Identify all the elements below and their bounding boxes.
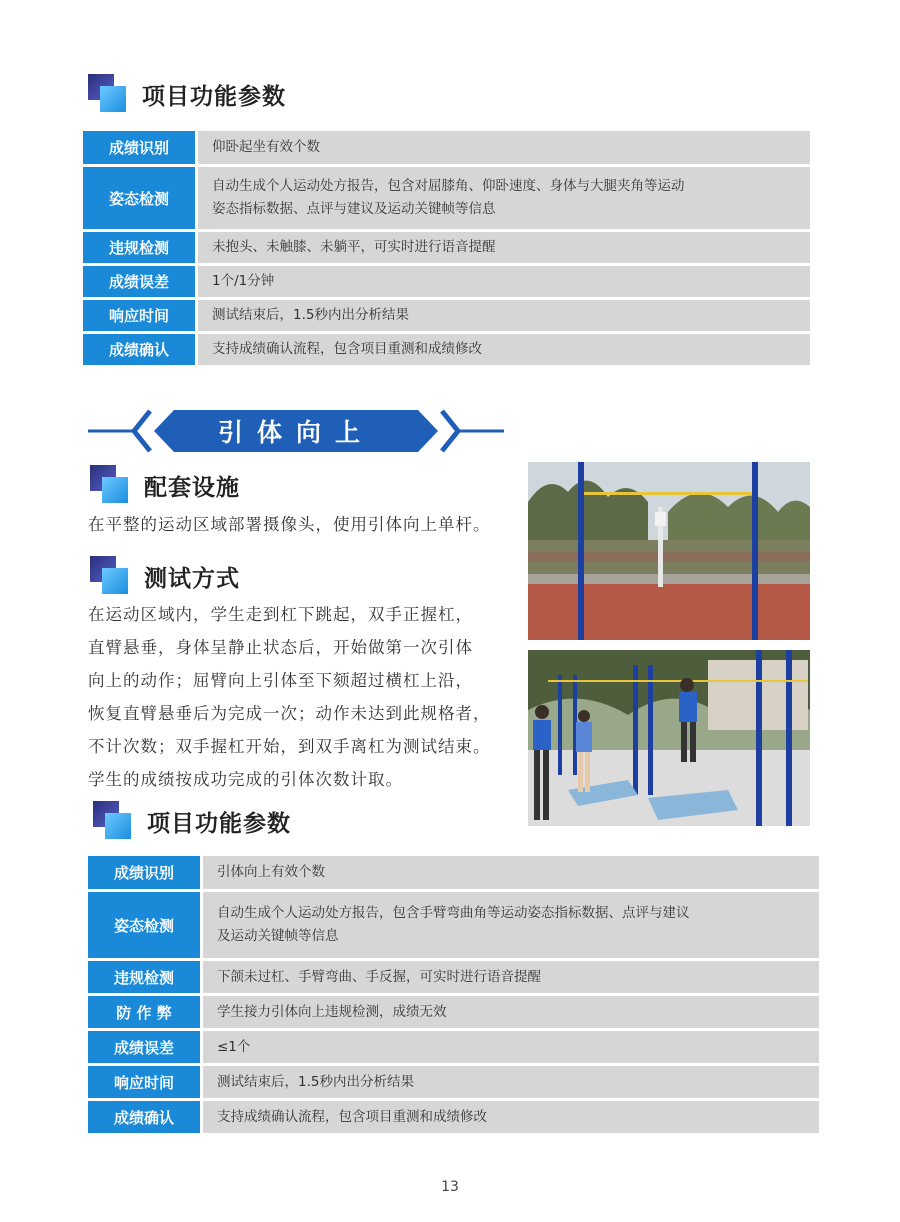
param-key: 违规检测: [88, 961, 203, 993]
pullup-bar-photo: [528, 462, 810, 640]
section1-title: 项目功能参数: [142, 83, 286, 110]
param-value: 支持成绩确认流程，包含项目重测和成绩修改: [198, 334, 810, 365]
page-number: 13: [441, 1179, 459, 1195]
table-row: [83, 131, 810, 164]
facility-text: 在平整的运动区域部署摄像头，使用引体向上单杆。: [88, 515, 491, 534]
param-key: 姿态检测: [88, 892, 203, 958]
param-value: 1个/1分钟: [198, 266, 810, 297]
table-row: [88, 856, 819, 889]
table-row: [88, 1101, 819, 1133]
section2-heading: [93, 801, 291, 841]
param-key: 响应时间: [83, 300, 198, 331]
method-title: 测试方式: [144, 565, 240, 592]
table-row: [88, 1031, 819, 1063]
facility-title: 配套设施: [144, 474, 240, 501]
param-value: 支持成绩确认流程，包含项目重测和成绩修改: [203, 1101, 819, 1133]
method-text: [88, 598, 528, 796]
param-key: 成绩识别: [88, 856, 203, 889]
table-row: [88, 892, 819, 958]
table-row: [83, 167, 810, 229]
heading-square-icon: [93, 801, 137, 841]
param-key: 成绩误差: [83, 266, 198, 297]
table-row: [83, 334, 810, 365]
table-row: [88, 996, 819, 1028]
method-heading: [90, 556, 240, 596]
param-key: 成绩识别: [83, 131, 198, 164]
method-line: 在运动区域内，学生走到杠下跳起，双手正握杠，: [88, 605, 473, 624]
param-value: 引体向上有效个数: [203, 856, 819, 889]
param-key: 响应时间: [88, 1066, 203, 1098]
param-value: 测试结束后，1.5秒内出分析结果: [203, 1066, 819, 1098]
param-key: 成绩误差: [88, 1031, 203, 1063]
table-row: [83, 266, 810, 297]
table-row: [88, 961, 819, 993]
param-value: 仰卧起坐有效个数: [198, 131, 810, 164]
banner-title: 引体向上: [217, 418, 374, 447]
section2-params-table: [88, 853, 819, 1136]
param-value: ≤1个: [203, 1031, 819, 1063]
param-value-line: 姿态指标数据、点评与建议及运动关键帧等信息: [212, 201, 496, 217]
param-key: 姿态检测: [83, 167, 198, 229]
param-value-line: 及运动关键帧等信息: [217, 928, 339, 944]
section1-params-table: [83, 128, 810, 368]
param-value-line: 自动生成个人运动处方报告，包含对屈膝角、仰卧速度、身体与大腿夹角等运动: [212, 178, 685, 194]
table-row: [83, 232, 810, 263]
method-line: 向上的动作；屈臂向上引体至下颏超过横杠上沿，: [88, 671, 473, 690]
param-key: 防 作 弊: [88, 996, 203, 1028]
table-row: [88, 1066, 819, 1098]
param-value: [203, 892, 819, 958]
param-key: 成绩确认: [83, 334, 198, 365]
method-line: 恢复直臂悬垂后为完成一次；动作未达到此规格者，: [88, 704, 491, 723]
param-key: 违规检测: [83, 232, 198, 263]
method-line: 直臂悬垂，身体呈静止状态后，开始做第一次引体: [88, 638, 473, 657]
section2-title: 项目功能参数: [147, 810, 291, 837]
heading-square-icon: [88, 74, 132, 114]
section1-heading: [88, 74, 286, 114]
param-value: [198, 167, 810, 229]
heading-square-icon: [90, 465, 134, 505]
students-pullup-photo: [528, 650, 810, 826]
facility-heading: [90, 465, 240, 505]
section-banner: [88, 408, 504, 454]
param-value: 下颌未过杠、手臂弯曲、手反握，可实时进行语音提醒: [203, 961, 819, 993]
method-line: 学生的成绩按成功完成的引体次数计取。: [88, 770, 403, 789]
table-row: [83, 300, 810, 331]
param-key: 成绩确认: [88, 1101, 203, 1133]
param-value: 测试结束后，1.5秒内出分析结果: [198, 300, 810, 331]
param-value-line: 自动生成个人运动处方报告，包含手臂弯曲角等运动姿态指标数据、点评与建议: [217, 905, 690, 921]
param-value: 未抱头、未触膝、未躺平，可实时进行语音提醒: [198, 232, 810, 263]
method-line: 不计次数；双手握杠开始，到双手离杠为测试结束。: [88, 737, 491, 756]
param-value: 学生接力引体向上违规检测，成绩无效: [203, 996, 819, 1028]
heading-square-icon: [90, 556, 134, 596]
